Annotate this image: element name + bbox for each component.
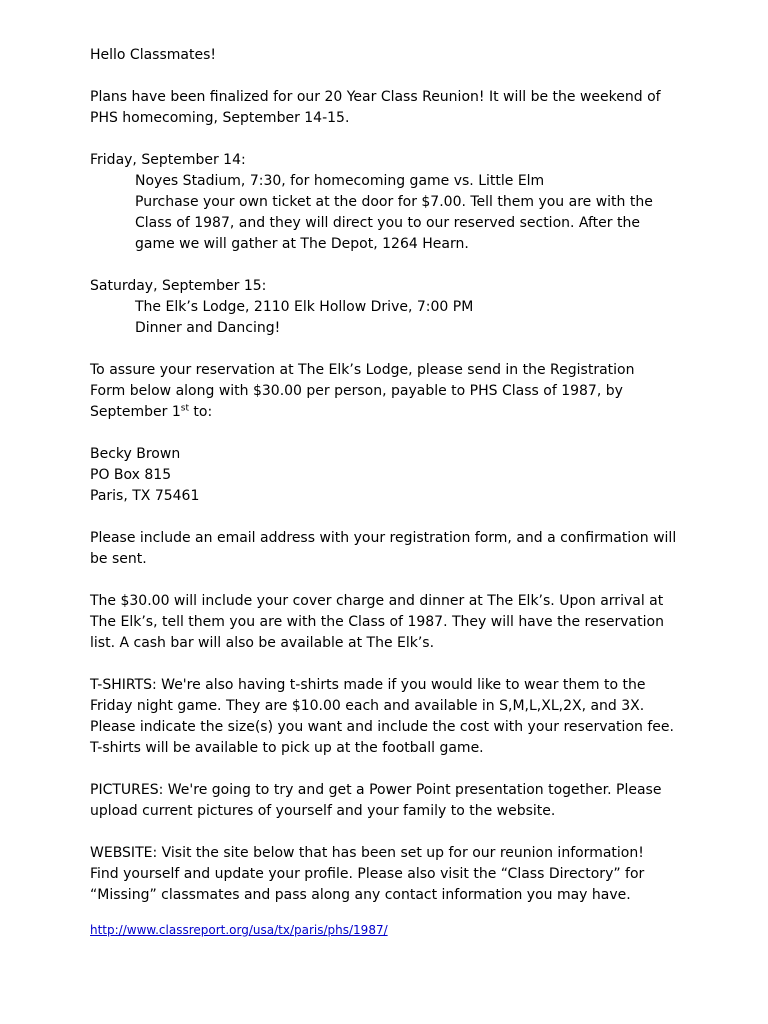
intro-paragraph [90,87,690,129]
saturday-section [90,276,690,339]
friday-line: Noyes Stadium, 7:30, for homecoming game vs. Little Elm [135,173,545,189]
tshirts-line: Please indicate the size(s) you want and include the cost with your reservation fee. [90,719,674,735]
cost-line: list. A cash bar will also be available at The Elk’s. [90,635,435,651]
address-line: Paris, TX 75461 [90,488,200,504]
intro-line: PHS homecoming, September 14-15. [90,110,350,126]
pictures-paragraph [90,780,690,822]
saturday-line: Dinner and Dancing! [135,320,281,336]
email-paragraph [90,528,690,570]
saturday-heading: Saturday, September 15: [90,278,267,294]
reservation-line: To assure your reservation at The Elk’s Lodge, please send in the Registration [90,362,635,378]
website-line: “Missing” classmates and pass along any contact information you may have. [90,887,631,903]
letter-document [90,45,690,941]
saturday-line: The Elk’s Lodge, 2110 Elk Hollow Drive, 7:00 PM [135,299,474,315]
friday-heading: Friday, September 14: [90,152,246,168]
email-line: Please include an email address with your registration form, and a confirmation will [90,530,677,546]
greeting: Hello Classmates! [90,47,216,63]
website-line: Find yourself and update your profile. Please also visit the “Class Directory” for [90,866,645,882]
cost-paragraph [90,591,690,654]
mailing-address [90,444,690,507]
tshirts-line: Friday night game. They are $10.00 each and available in S,M,L,XL,2X, and 3X. [90,698,645,714]
email-line: be sent. [90,551,147,567]
cost-line: The Elk’s, tell them you are with the Class of 1987. They will have the reservation [90,614,664,630]
reservation-paragraph [90,360,690,423]
friday-line: game we will gather at The Depot, 1264 Hearn. [135,236,469,252]
intro-line: Plans have been finalized for our 20 Year Class Reunion! It will be the weekend of [90,89,661,105]
tshirts-line: T-SHIRTS: We're also having t-shirts made if you would like to wear them to the [90,677,646,693]
reservation-deadline: September 1st to: [90,403,213,420]
address-line: PO Box 815 [90,467,172,483]
friday-line: Purchase your own ticket at the door for $7.00. Tell them you are with the [135,194,653,210]
friday-line: Class of 1987, and they will direct you to our reserved section. After the [135,215,640,231]
pictures-line: upload current pictures of yourself and your family to the website. [90,803,556,819]
cost-line: The $30.00 will include your cover charge and dinner at The Elk’s. Upon arrival at [90,593,664,609]
reunion-website-link[interactable]: http://www.classreport.org/usa/tx/paris/phs/1987/ [90,923,388,937]
tshirts-line: T-shirts will be available to pick up at the football game. [90,740,484,756]
friday-section [90,150,690,255]
address-line: Becky Brown [90,446,181,462]
tshirts-paragraph [90,675,690,759]
website-paragraph [90,843,690,906]
reservation-line: Form below along with $30.00 per person, payable to PHS Class of 1987, by [90,383,623,399]
pictures-line: PICTURES: We're going to try and get a Power Point presentation together. Please [90,782,662,798]
website-line: WEBSITE: Visit the site below that has been set up for our reunion information! [90,845,644,861]
